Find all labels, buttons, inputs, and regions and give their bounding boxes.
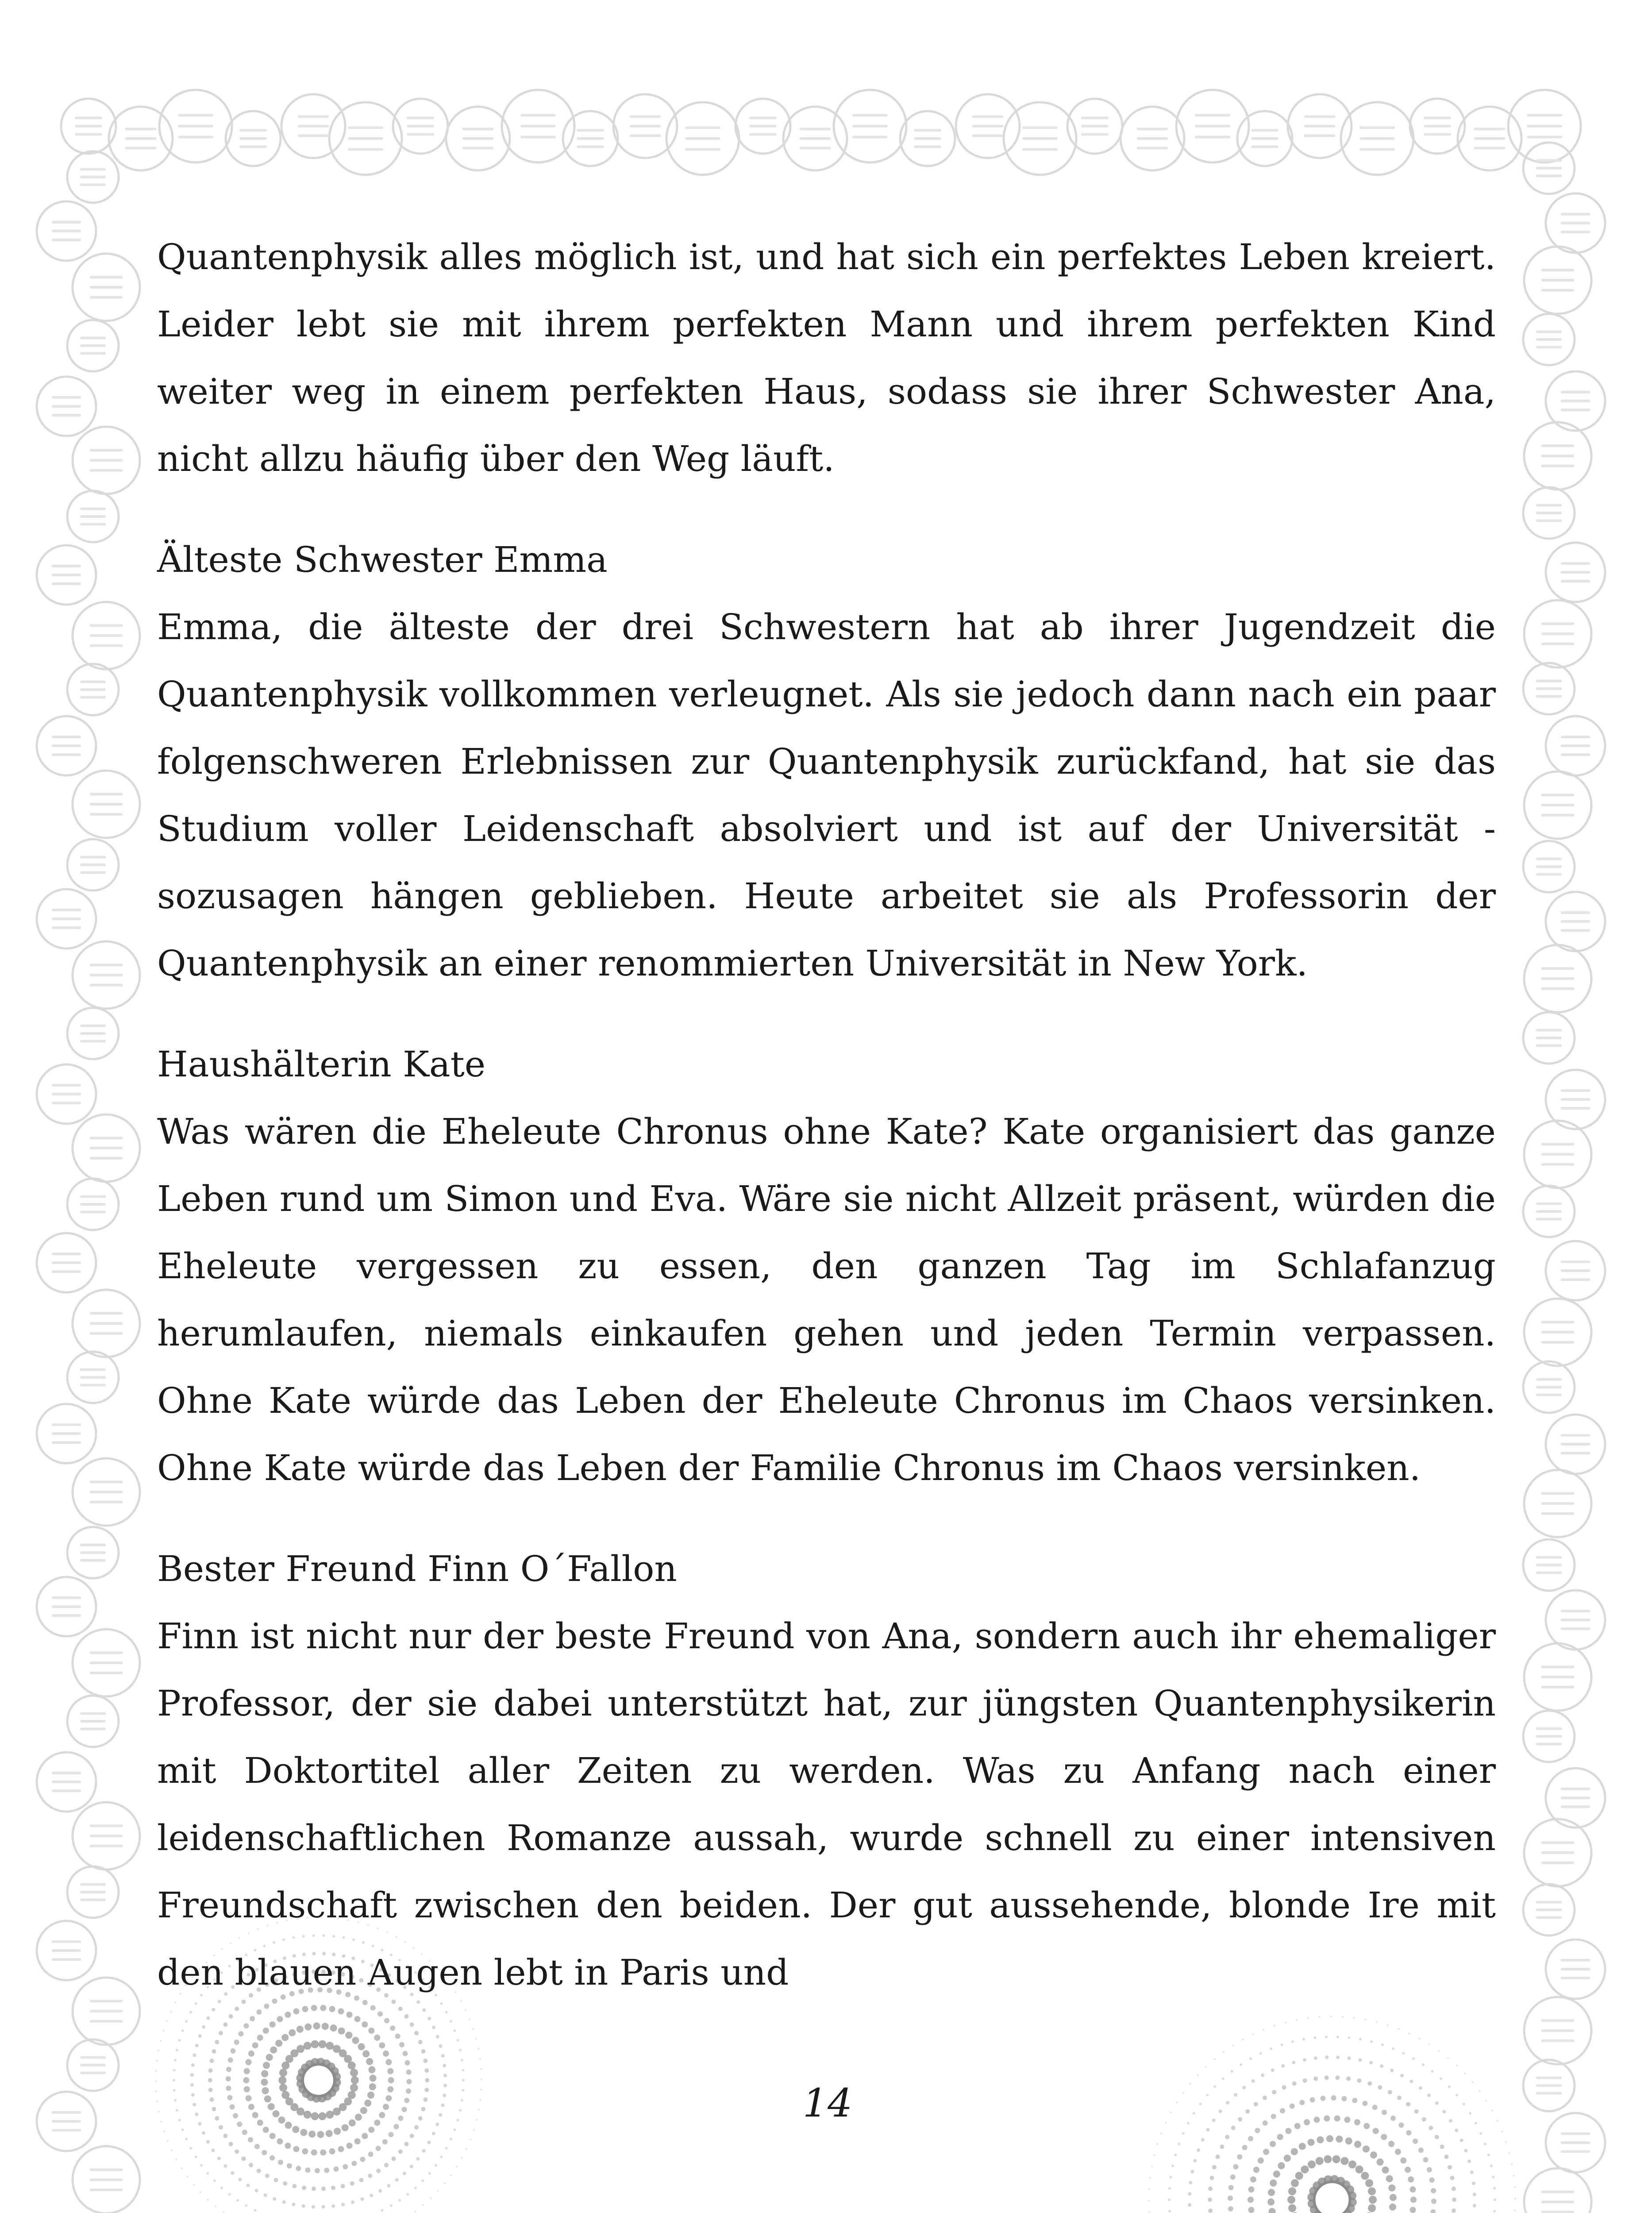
mandala-ornament-right	[1133, 2001, 1531, 2213]
intro-paragraph: Quantenphysik alles möglich ist, und hat sich ein perfektes Leben kreiert. Leider lebt sie mit ihrem perfekten Mann und ihrem perfekten Kind weiter weg in einem perfekten Haus, sodass sie ihrer Schwester Ana, nicht allzu häufig über den Weg läuft.	[157, 236, 1496, 479]
section-text-kate: Was wären die Eheleute Chronus ohne Kate? Kate organisiert das ganze Leben rund um Simon und Eva. Wäre sie nicht Allzeit präsent, würden die Eheleute vergessen zu essen, den ganzen Tag im Schlafanzug herumlaufen, niemals einkaufen gehen und jeden Termin verpassen. Ohne Kate würde das Leben der Eheleute Chronus im Chaos versinken. Ohne Kate würde das Leben der Familie Chronus im Chaos versinken.	[157, 1111, 1496, 1488]
section-text-finn: Finn ist nicht nur der beste Freund von Ana, sondern auch ihr ehemaliger Professor, der sie dabei unterstützt hat, zur jüngsten Quantenphysikerin mit Doktortitel aller Zeiten zu werden. Was zu Anfang nach einer leidenschaftlichen Romanze aussah, wurde schnell zu einer intensiven Freundschaft zwischen den beiden. Der gut aussehende, blonde Ire mit den blauen Augen lebt in Paris und	[157, 1615, 1496, 1993]
page-number: 14	[803, 2080, 852, 2126]
section-text-emma: Emma, die älteste der drei Schwestern hat ab ihrer Jugendzeit die Quantenphysik vollkommen verleugnet. Als sie jedoch dann nach ein paar folgenschweren Erlebnissen zur Quantenphysik zurückfand, hat sie das Studium voller Leidenschaft absolviert und ist auf der Universität - sozusagen hängen geblieben. Heute arbeitet sie als Professorin der Quantenphysik an einer renommierten Universität in New York.	[157, 606, 1496, 984]
section-heading-finn: Bester Freund Finn O´Fallon	[157, 1548, 677, 1589]
section-heading-kate: Haushälterin Kate	[157, 1044, 486, 1085]
body-text	[157, 224, 1496, 2006]
section-heading-emma: Älteste Schwester Emma	[157, 539, 608, 580]
